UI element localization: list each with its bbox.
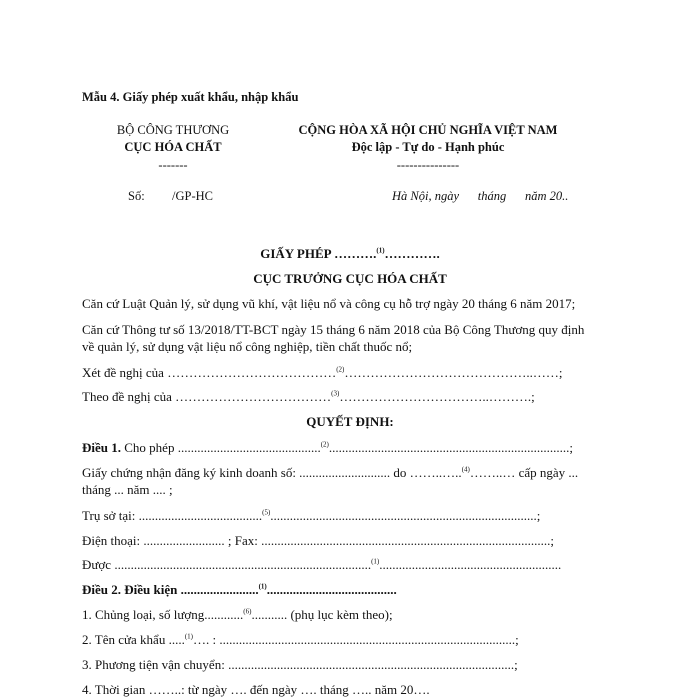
note-marker: (3) [331,389,340,398]
ministry-name: BỘ CÔNG THƯƠNG [116,123,230,137]
address-line [82,508,540,524]
note-marker: (2) [320,440,329,449]
condition-item-4: 4. Thời gian ……..: từ ngày …. đến ngày …. tháng ….. năm 20…. [82,682,430,697]
national-motto: Độc lập - Tự do - Hạnh phúc [351,140,505,154]
condition-item-2 [82,632,519,648]
registration-line-cont: tháng ... năm .... ; [82,482,173,497]
article-2-heading [82,582,397,598]
article-1-label: Điều 1. [82,440,121,455]
condition-item-2-text: 2. Tên cửa khẩu ..... [82,632,185,647]
recommendation-dots: ……………………………..……….; [339,389,535,404]
condition-item-1-text: 1. Chủng loại, số lượng............ [82,607,244,622]
registration-line [82,465,578,481]
condition-item-2-rest: …. : ...........................................................................................; [193,632,519,647]
article-1-text: Cho phép ............................................ [121,440,321,455]
condition-item-1-rest: ........... (phụ lục kèm theo); [251,607,393,622]
condition-item-1 [82,607,393,623]
right-header-rule: --------------- [396,158,460,172]
legal-basis-2: Căn cứ Thông tư số 13/2018/TT-BCT ngày 15 tháng 6 năm 2018 của Bộ Công Thương quy định [82,322,585,337]
document-number-label: Số: [128,189,145,203]
place-and-date: Hà Nội, ngày tháng năm 20.. [392,189,569,203]
note-marker: (1) [376,246,385,255]
condition-item-3: 3. Phương tiện vận chuyển: ........................................................................................; [82,657,518,672]
allowed-dots: ........................................................ [379,557,562,572]
decision-heading: QUYẾT ĐỊNH: [306,414,394,429]
legal-basis-1: Căn cứ Luật Quản lý, sử dụng vũ khí, vật liệu nổ và công cụ hỗ trợ ngày 20 tháng 6 năm 2017; [82,296,576,311]
article-1-permit-line [82,440,573,456]
phone-fax-line: Điện thoại: ......................... ; Fax: .........................................................................................; [82,533,554,548]
address-dots: ..................................................................................; [270,508,541,523]
note-marker: (1) [371,557,380,566]
registration-dots: ……..… cấp ngày ... [469,465,579,480]
proposal-line [82,365,563,381]
article-2-label: Điều 2. Điều kiện ........................ [82,582,259,597]
note-marker: (2) [336,365,345,374]
recommendation-text: Theo đề nghị của ……………………………… [82,389,332,404]
allowed-text: Được ............................................................................... [82,557,372,572]
address-text: Trụ sở tại: ...................................... [82,508,263,523]
recommendation-line [82,389,535,405]
document-title [82,246,618,262]
document-title-text: GIẤY PHÉP ………. [260,246,377,261]
form-title: Mẫu 4. Giấy phép xuất khẩu, nhập khẩu [82,90,299,104]
note-marker: (1) [184,632,194,641]
legal-basis-2-cont: về quản lý, sử dụng vật liệu nổ công nghiệp, tiền chất thuốc nổ; [82,339,413,354]
nation-name: CỘNG HÒA XÃ HỘI CHỦ NGHĨA VIỆT NAM [298,123,558,137]
note-marker: (5) [262,508,271,517]
allowed-line [82,557,561,573]
proposal-text: Xét đề nghị của ………………………………… [82,365,337,380]
department-name: CỤC HÓA CHẤT [124,140,222,154]
note-marker: (4) [461,465,470,474]
issuer-title: CỤC TRƯỞNG CỤC HÓA CHẤT [253,271,447,286]
note-marker: (6) [243,607,252,616]
article-2-dots: ........................................ [266,582,397,597]
proposal-dots: ……………………………………..……; [344,365,563,380]
article-1-dots: ..........................................................................; [328,440,573,455]
left-header-rule: ------- [158,158,188,172]
document-number-suffix: /GP-HC [172,189,213,203]
note-marker: (1) [258,582,267,591]
registration-text: Giấy chứng nhận đăng ký kinh doanh số: ............................ do ……..….. [82,465,462,480]
document-title-dots: …………. [384,246,440,261]
